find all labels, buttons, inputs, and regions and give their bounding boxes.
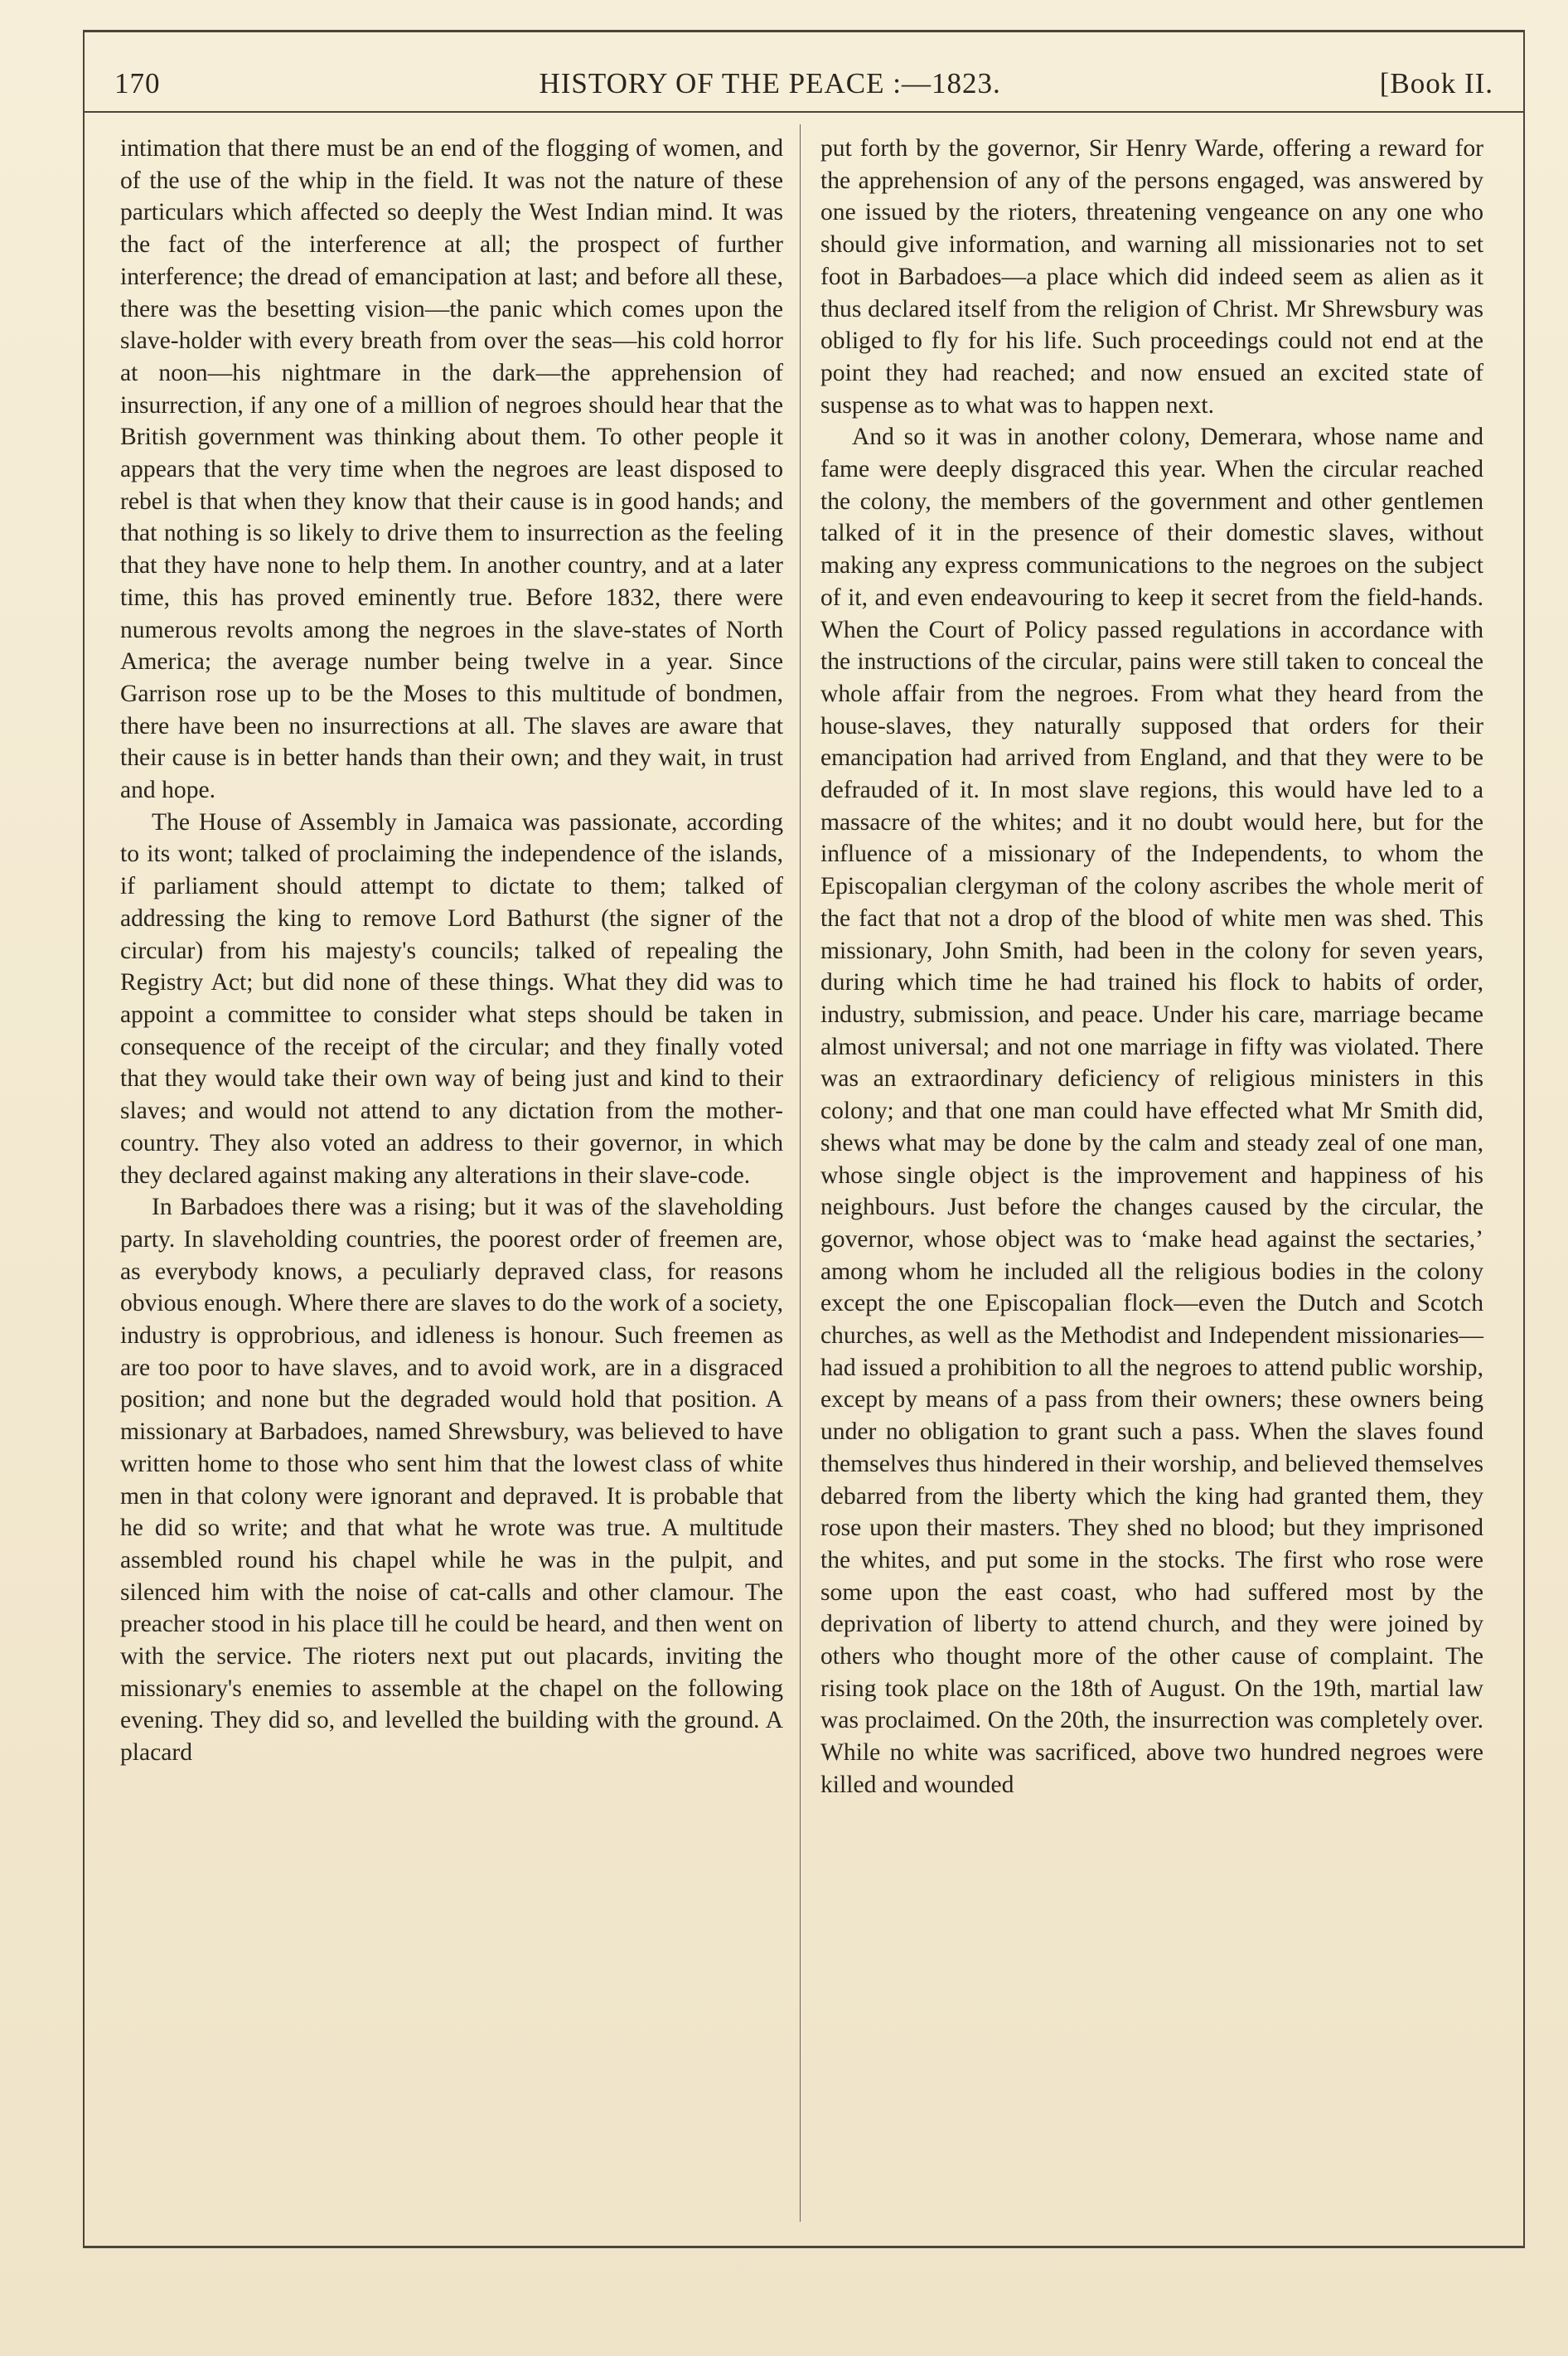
left-column bbox=[120, 133, 783, 1769]
paragraph: In Barbadoes there was a rising; but it was of the slaveholding party. In slaveholding countries, the poorest order of freemen are, as everybody knows, a peculiarly depraved class, for reasons obvious enough. Where there are slaves to do the work of a society, industry is opprobrious, and idleness is honour. Such freemen as are too poor to have slaves, and to avoid work, are in a disgraced position; and none but the degraded would hold that position. A missionary at Barbadoes, named Shrewsbury, was believed to have written home to those who sent him that the lowest class of white men in that colony were ignorant and depraved. It is probable that he did so write; and that what he wrote was true. A multitude assembled round his chapel while he was in the pulpit, and silenced him with the noise of cat-calls and other clamour. The preacher stood in his place till he could be heard, and then went on with the service. The rioters next put out placards, inviting the missionary's enemies to assemble at the chapel on the following evening. They did so, and levelled the building with the ground. A placard bbox=[120, 1194, 783, 1767]
paragraph: And so it was in another colony, Demerara, whose name and fame were deeply disgraced this year. When the circular reached the colony, the members of the government and other gentlemen talked of it in the presence of their domestic slaves, without making any express communications to the negroes on the subject of it, and even endeavouring to keep it secret from the field-hands. When the Court of Policy passed regulations in accordance with the instructions of the circular, pains were still taken to conceal the whole affair from the negroes. From what they heard from the house-slaves, they naturally supposed that orders for their emancipation had arrived from England, and that they were to be defrauded of it. In most slave regions, this would have led to a massacre of the whites; and it no doubt would here, but for the influence of a missionary of the Independents, to whom the Episcopalian clergyman of the colony ascribes the whole merit of the fact that not a drop of the blood of white men was shed. This missionary, John Smith, had been in the colony for seven years, during which time he had trained his flock to habits of order, industry, submission, and peace. Under his care, marriage became almost universal; and not one marriage in fifty was violated. There was an extraordinary deficiency of religious ministers in this colony; and that one man could have effected what Mr Smith did, shews what may be done by the calm and steady zeal of one man, whose single object is the improvement and happiness of his neighbours. Just before the changes caused by the circular, the governor, whose object was to ‘make head against the sectaries,’ among whom he included all the religious bodies in the colony except the one Episcopalian flock—even the Dutch and Scotch churches, as well as the Methodist and Independent missionaries—had issued a prohibition to all the negroes to attend public worship, except by means of a pass from their owners; these owners being under no obligation to grant such a pass. When the slaves found themselves thus hindered in their worship, and believed themselves debarred from the liberty which the king had granted them, they rose upon their masters. They shed no blood; but they imprisoned the whites, and put some in the stocks. The first who rose were some upon the east coast, who had suffered most by the deprivation of liberty to attend church, and they were joined by others who thought more of the other cause of complaint. The rising took place on the 18th of August. On the 19th, martial law was proclaimed. On the 20th, the insurrection was completely over. While no white was sacrificed, above two hundred negroes were killed and wounded bbox=[820, 424, 1483, 1798]
header-rule bbox=[83, 111, 1525, 113]
running-header bbox=[83, 58, 1525, 109]
running-title: HISTORY OF THE PEACE :—1823. bbox=[539, 67, 1001, 99]
page-number: 170 bbox=[114, 67, 161, 99]
column-divider bbox=[800, 124, 801, 2222]
book-label: [Book II. bbox=[1379, 67, 1493, 99]
paragraph: put forth by the governor, Sir Henry Warde, offering a reward for the apprehension of any of the persons engaged, was answered by one issued by the rioters, threatening vengeance on any one who should give information, and warning all missionaries not to set foot in Barbadoes—a place which did indeed seem as alien as it thus declared itself from the religion of Christ. Mr Shrewsbury was obliged to fly for his life. Such proceedings could not end at the point they had reached; and now ensued an excited state of suspense as to what was to happen next. bbox=[820, 135, 1483, 419]
paragraph: The House of Assembly in Jamaica was passionate, according to its wont; talked of proclaiming the independence of the islands, if parliament should attempt to dictate to them; talked of addressing the king to remove Lord Bathurst (the signer of the circular) from his majesty's councils; talked of repealing the Registry Act; but did none of these things. What they did was to appoint a committee to consider what steps should be taken in consequence of the receipt of the circular; and they finally voted that they would take their own way of being just and kind to their slaves; and would not attend to any dictation from the mother-country. They also voted an address to their governor, in which they declared against making any alterations in their slave-code. bbox=[120, 808, 783, 1189]
paragraph: intimation that there must be an end of the flogging of women, and of the use of the whip in the field. It was not the nature of these particulars which affected so deeply the West Indian mind. It was the fact of the interference at all; the prospect of further interference; the dread of emancipation at last; and before all these, there was the besetting vision—the panic which comes upon the slave-holder with every breath from over the seas—his cold horror at noon—his nightmare in the dark—the apprehension of insurrection, if any one of a million of negroes should hear that the British government was thinking about them. To other people it appears that the very time when the negroes are least disposed to rebel is that when they know that their cause is in good hands; and that nothing is so likely to drive them to insurrection as the feeling that they have none to help them. In another country, and at a later time, this has proved eminently true. Before 1832, there were numerous revolts among the negroes in the slave-states of North America; the average number being twelve in a year. Since Garrison rose up to be the Moses to this multitude of bondmen, there have been no insurrections at all. The slaves are aware that their cause is in better hands than their own; and they wait, in trust and hope. bbox=[120, 135, 783, 804]
right-column bbox=[820, 133, 1483, 1801]
